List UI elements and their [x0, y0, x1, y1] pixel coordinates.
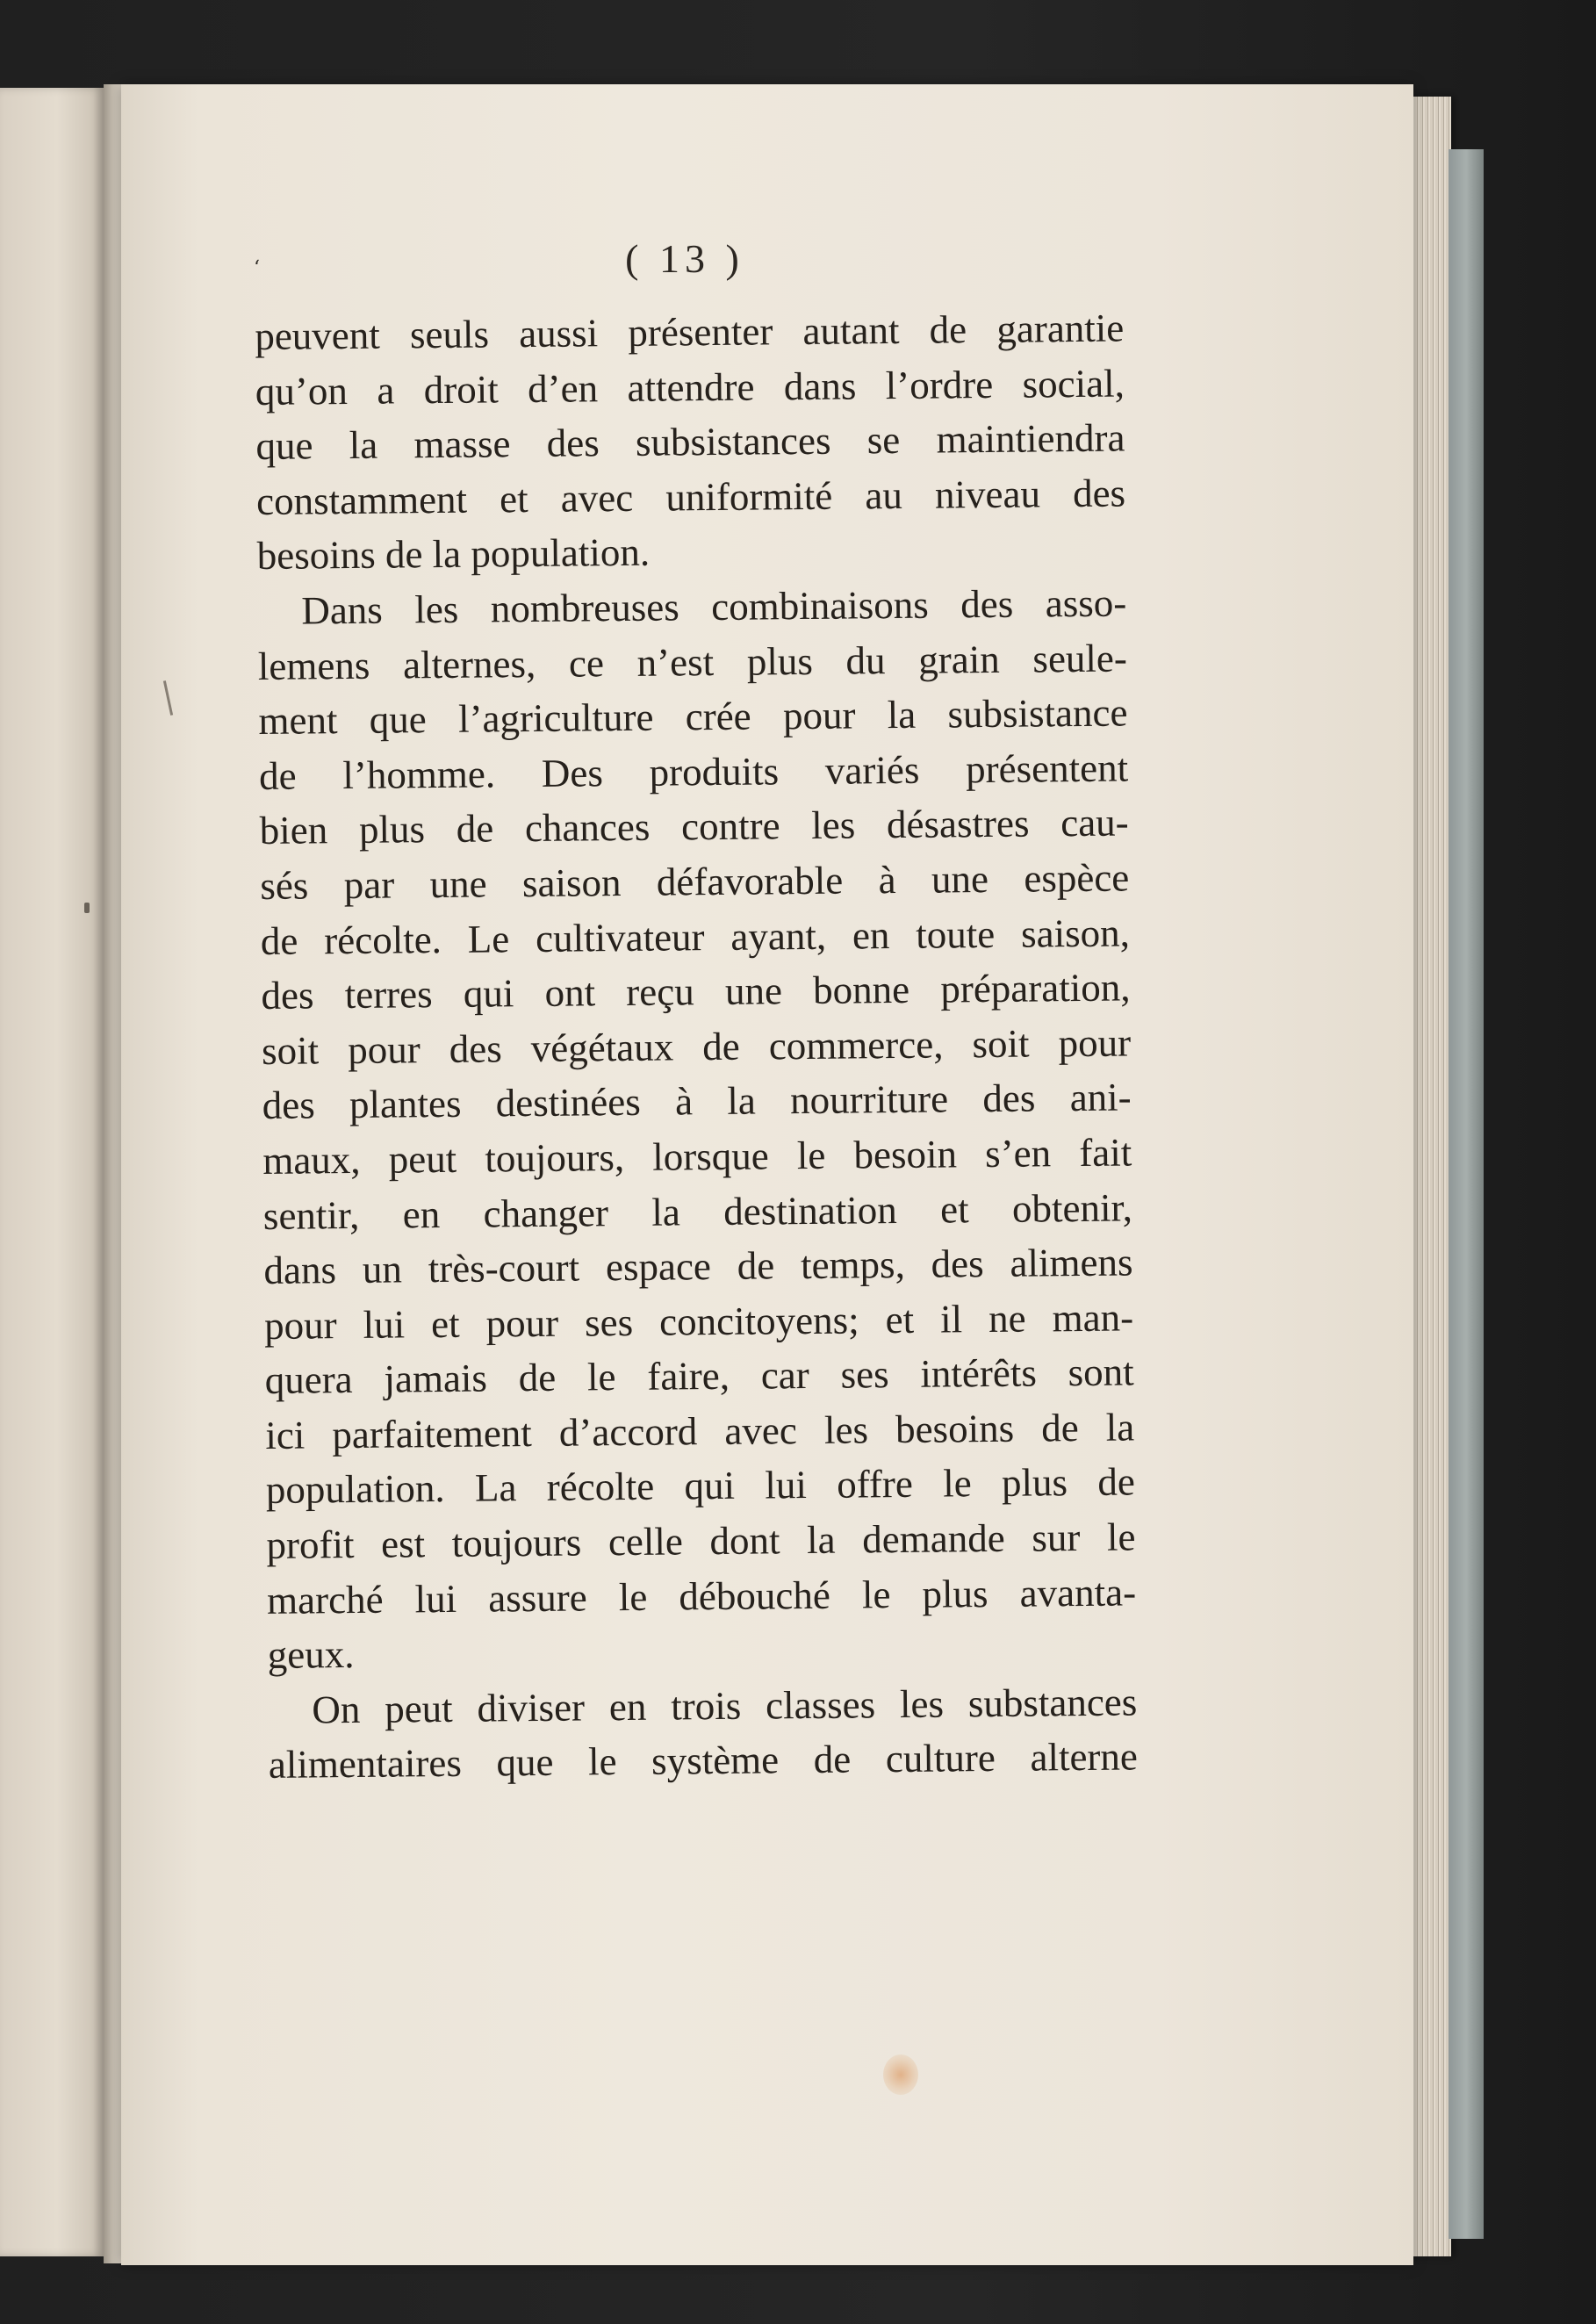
paragraph-3 [268, 1674, 1138, 1793]
text-line: des plantes destinées à la nourriture des ani- [262, 1075, 1132, 1128]
text-line: de récolte. Le cultivateur ayant, en toute saison, [260, 910, 1131, 963]
text-line: Dans les nombreuses combinaisons des asso- [301, 580, 1127, 633]
paragraph-1 [255, 300, 1126, 583]
text-line: quera jamais de le faire, car ses intérêts sont [264, 1349, 1134, 1403]
body-text [255, 300, 1138, 1792]
paragraph-2 [257, 575, 1137, 1682]
header-mark: ‘ [254, 257, 260, 279]
text-line: constamment et avec uniformité au niveau des [255, 471, 1126, 523]
text-line: besoins de la population. [256, 530, 651, 579]
text-line: sés par une saison défavorable à une espèce [260, 855, 1130, 908]
text-line: maux, peut toujours, lorsque le besoin s’en fait [262, 1130, 1132, 1183]
text-line: soit pour des végétaux de commerce, soit pour [261, 1020, 1132, 1073]
text-line: pour lui et pour ses concitoyens; et il ne man- [263, 1295, 1134, 1348]
text-line: des terres qui ont reçu une bonne préparation, [261, 965, 1131, 1018]
text-line: profit est toujours celle dont la demande sur le [266, 1515, 1136, 1567]
text-line: de l’homme. Des produits variés présentent [258, 745, 1129, 798]
text-line: marché lui assure le débouché le plus avanta- [266, 1570, 1137, 1622]
text-line: peuvent seuls aussi présenter autant de garantie [255, 306, 1125, 358]
text-line: sentir, en changer la destination et obtenir, [262, 1184, 1133, 1238]
left-page-ink-mark [84, 903, 90, 913]
text-line: On peut diviser en trois classes les substances [312, 1680, 1138, 1732]
text-line: dans un très-court espace de temps, des alimens [263, 1240, 1133, 1293]
text-line: bien plus de chances contre les désastres cau- [259, 800, 1129, 853]
text-line: ment que l’agriculture crée pour la subsistance [258, 690, 1128, 744]
text-line: que la masse des subsistances se maintiendra [255, 415, 1125, 469]
book-gutter [104, 84, 123, 2263]
text-line: ici parfaitement d’accord avec les besoins de la [265, 1405, 1135, 1457]
text-line: geux. [267, 1632, 355, 1678]
page-edges [1409, 97, 1451, 2256]
text-line: alimentaires que le système de culture alterne [268, 1734, 1139, 1788]
left-facing-page [0, 88, 104, 2256]
text-line: population. La récolte qui lui offre le plus de [265, 1459, 1136, 1513]
book-cover-board [1449, 149, 1484, 2239]
text-line: lemens alternes, ce n’est plus du grain seule- [257, 636, 1128, 688]
text-line: qu’on a droit d’en attendre dans l’ordre social, [255, 361, 1125, 414]
page-number: ( 13 ) [625, 236, 744, 281]
paper-stain [883, 2054, 918, 2095]
